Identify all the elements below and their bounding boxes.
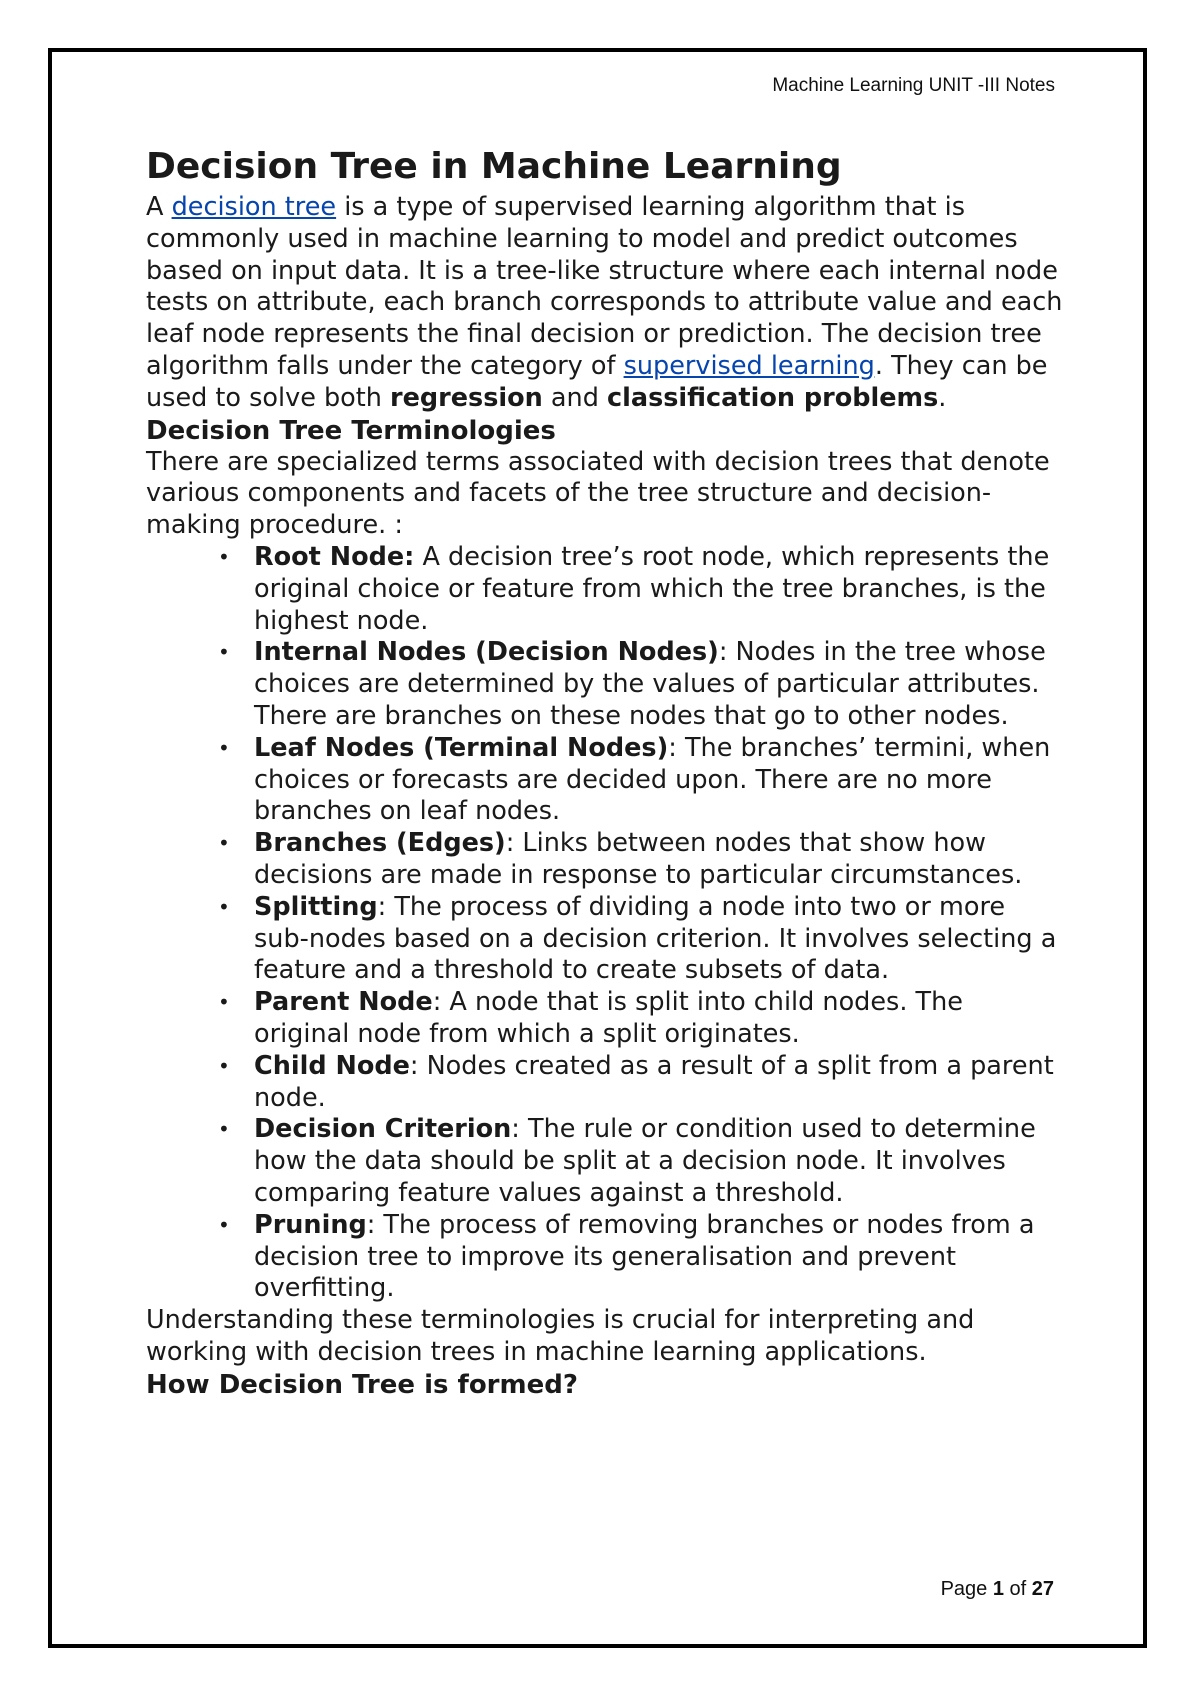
bullet-icon: • [218,1117,230,1142]
page-label: Page [940,1578,993,1600]
term-description: : The rule or condition used to determine how the data should be split at a decision node. It involves comparing feature values against a threshold. [254,1114,1036,1208]
list-item [218,1114,1066,1209]
term-description: : The process of removing branches or nodes from a decision tree to improve its generalisation and prevent overfitting. [254,1209,1035,1304]
term-description: A decision tree’s root node, which represents the original choice or feature from which the tree branches, is the highest node. [254,541,1050,636]
intro-text-4: and [542,382,607,413]
page-total: 27 [1031,1578,1054,1600]
document-body [146,142,1066,1401]
list-item [218,828,1066,892]
term-name: Child Node [254,1050,410,1081]
term-name: Branches (Edges) [254,828,506,859]
terminology-heading: Decision Tree Terminologies [146,415,556,446]
terminology-closing: Understanding these terminologies is crucial for interpreting and working with decision trees in machine learning applications. [146,1305,975,1367]
term-description: : The branches’ termini, when choices or forecasts are decided upon. There are no more branches on leaf nodes. [254,732,1051,827]
list-item [218,987,1066,1051]
bullet-icon: • [218,1053,230,1078]
supervised-learning-link[interactable]: supervised learning [623,350,875,381]
page-number: 1 [992,1578,1004,1600]
term-name: Decision Criterion [254,1114,512,1145]
list-item [218,637,1066,732]
regression-term: regression [390,382,543,413]
terminology-intro: There are specialized terms associated with decision trees that denote various components and facets of the tree structure and decision-making procedure. : [146,446,1050,541]
list-item [218,732,1066,828]
bullet-icon: • [218,831,230,856]
terminology-list [146,542,1066,1305]
bullet-icon: • [218,1212,230,1237]
bullet-icon: • [218,735,230,760]
bullet-icon: • [218,640,230,665]
of-label: of [1003,1578,1032,1600]
page-title: Decision Tree in Machine Learning [146,146,842,187]
term-description: : Links between nodes that show how decisions are made in response to particular circumstances. [254,828,1023,890]
term-description: : A node that is split into child nodes. The original node from which a split originates. [254,987,963,1049]
bullet-icon: • [218,544,230,569]
intro-text-5: . [938,382,947,413]
bullet-icon: • [218,894,230,919]
term-name: Pruning [254,1209,367,1240]
classification-term: classification problems [607,382,939,413]
term-name: Splitting [254,891,378,922]
term-name: Internal Nodes (Decision Nodes) [254,637,719,668]
intro-prefix: A [146,192,172,222]
decision-tree-link[interactable]: decision tree [171,192,337,222]
term-description: : Nodes in the tree whose choices are determined by the values of particular attributes. There are branches on these nodes that go to other nodes. [254,637,1046,731]
intro-text-3: . They can be used to solve both [146,350,1048,413]
term-name: Root Node: [254,541,415,572]
bullet-icon: • [218,990,230,1015]
intro-text-2: is a type of supervised learning algorithm that is commonly used in machine learning to model and predict outcomes based on input data. It is a tree-like structure where each internal node tests on attribute, each branch corresponds to attribute value and each leaf node represents the final decision or prediction. The decision tree algorithm falls under the category of [146,192,1063,381]
term-description: : The process of dividing a node into two or more sub-nodes based on a decision criterion. It involves selecting a feature and a threshold to create subsets of data. [254,891,1057,986]
list-item [218,891,1066,987]
page-footer [941,1578,1054,1601]
page-header: Machine Learning UNIT -III Notes [772,75,1055,96]
term-name: Parent Node [254,987,433,1018]
list-item [218,1050,1066,1115]
list-item [218,1209,1066,1305]
list-item [218,541,1066,637]
term-name: Leaf Nodes (Terminal Nodes) [254,732,669,763]
section-heading: How Decision Tree is formed? [146,1369,578,1400]
term-description: : Nodes created as a result of a split from a parent node. [254,1050,1054,1113]
intro-paragraph [146,192,1066,415]
